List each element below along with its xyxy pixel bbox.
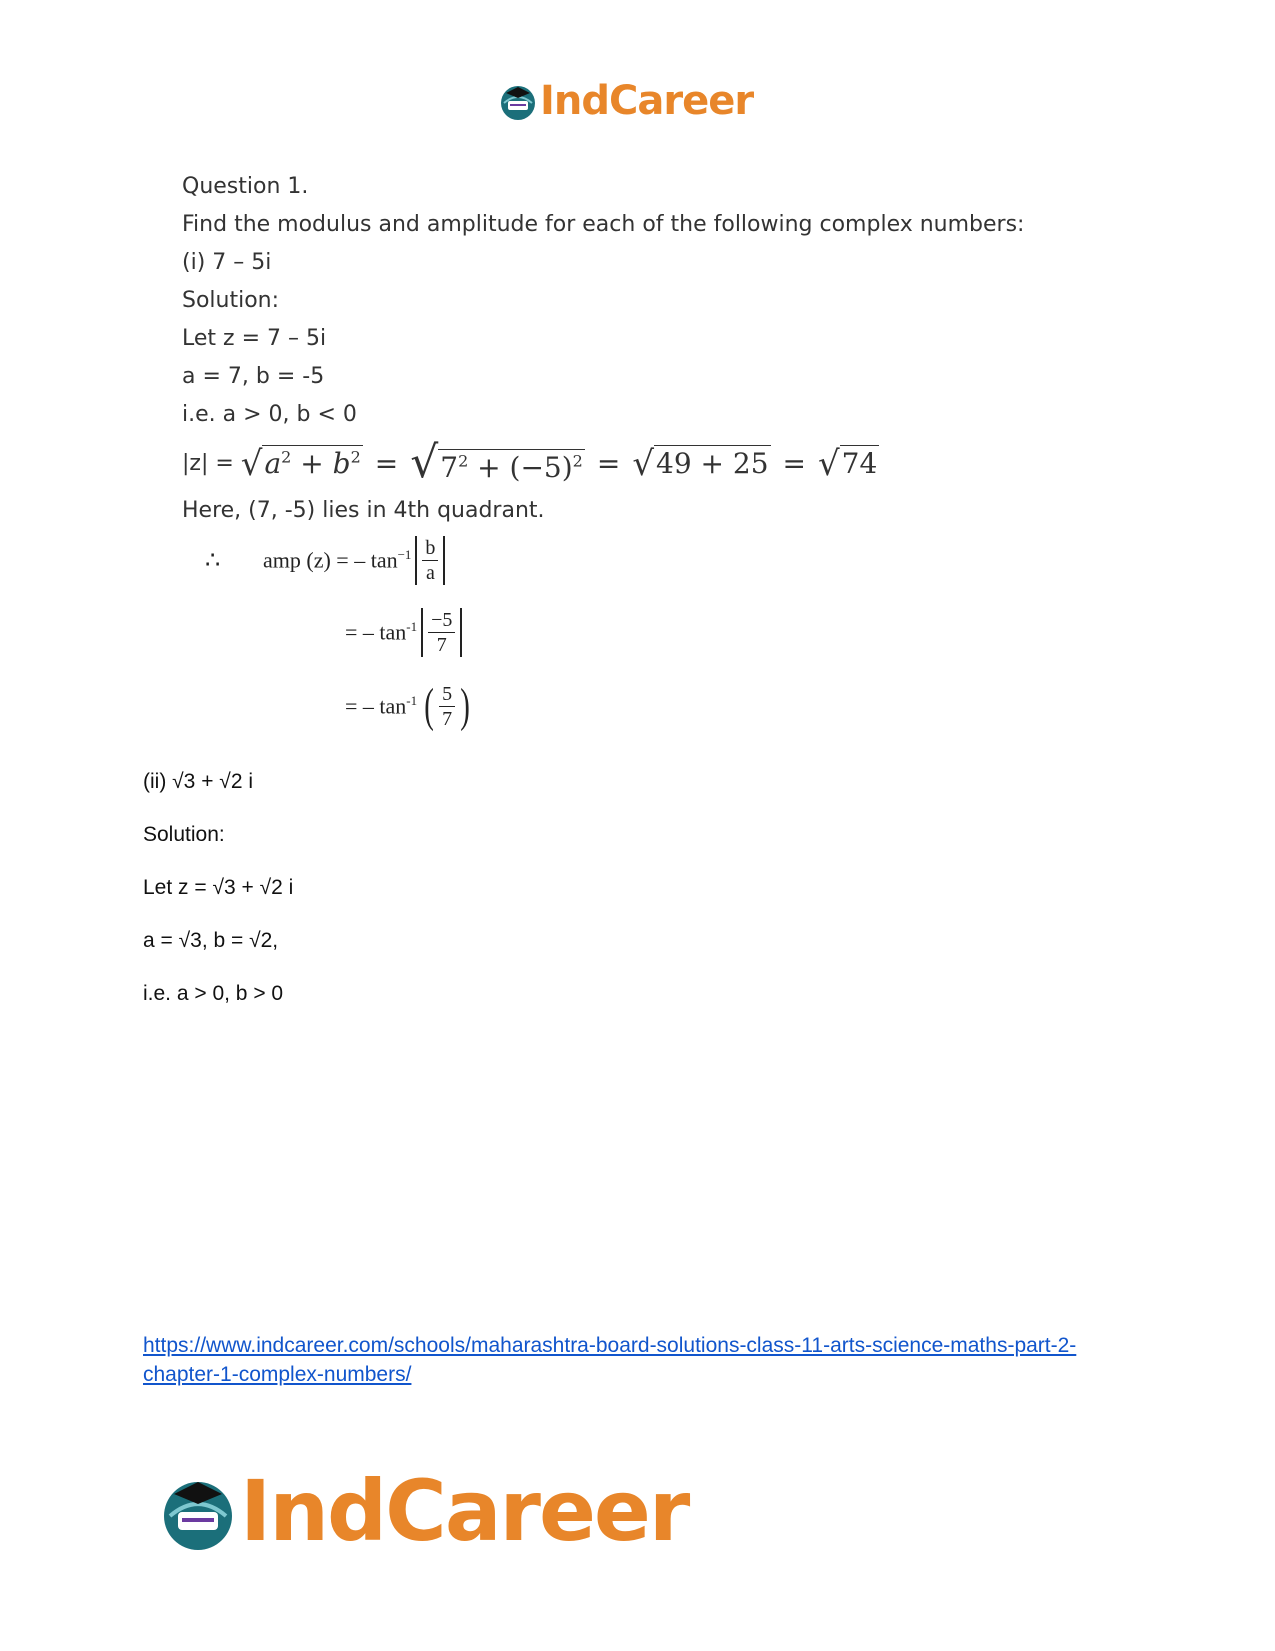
source-link[interactable]: https://www.indcareer.com/schools/maharashtra-board-solutions-class-11-arts-science-maths-part-2-chapter-1-complex-numbers/ [143,1334,1077,1386]
question-prompt: Find the modulus and amplitude for each of the following complex numbers: [182,212,1025,237]
ab-values: a = 7, b = -5 [182,364,325,389]
therefore-symbol: ∴ [205,547,221,574]
sqrt-a2-b2: √ $a^2 + b^2$ [240,444,361,484]
part-ii-section [143,768,293,1033]
amp-row-2: = – $\tan^{-1}$ $\frac{-5}{7}$ [345,602,462,662]
question-title: Question 1. [182,174,309,199]
globe-graduation-icon [158,1470,238,1552]
sqrt-74: √ 74 [818,444,878,484]
modulus-prefix: |z| = [182,450,241,476]
sqrt-7-5: √ $7^2 + (-5)^2$ [410,437,583,488]
sqrt-49-25: √ 49 + 25 [632,444,769,484]
part-ii-solution-label: Solution: [143,823,225,846]
amp-row-3: = – $\tan^{-1}$ ( $\frac{5}{7}$ ) [345,679,470,732]
part-i-title: (i) 7 – 5i [182,250,272,275]
header-logo [498,78,753,124]
question-block [182,168,1102,530]
solution-label: Solution: [182,288,280,313]
amp-row-1: ∴ amp (z) = – $\tan^{-1}$ $\frac{b}{a}$ [205,530,445,590]
part-ii-condition: i.e. a > 0, b > 0 [143,982,284,1005]
part-ii-title: (ii) √3 + √2 i [143,770,253,793]
let-statement: Let z = 7 – 5i [182,326,327,351]
part-ii-ab: a = √3, b = √2, [143,929,279,952]
header-logo-text: IndCareer [540,78,754,124]
quadrant-statement: Here, (7, -5) lies in 4th quadrant. [182,498,545,523]
footer-logo-text: IndCareer [240,1462,689,1560]
sign-condition: i.e. a > 0, b < 0 [182,402,357,427]
part-ii-let: Let z = √3 + √2 i [143,876,294,899]
globe-graduation-icon [498,81,538,121]
footer-logo [158,1462,688,1560]
modulus-equation: |z| = √ $a^2 + b^2$ = √ $7^2 + (-5)^2$ = √ 49 + 25 = √ 74 [182,437,878,488]
